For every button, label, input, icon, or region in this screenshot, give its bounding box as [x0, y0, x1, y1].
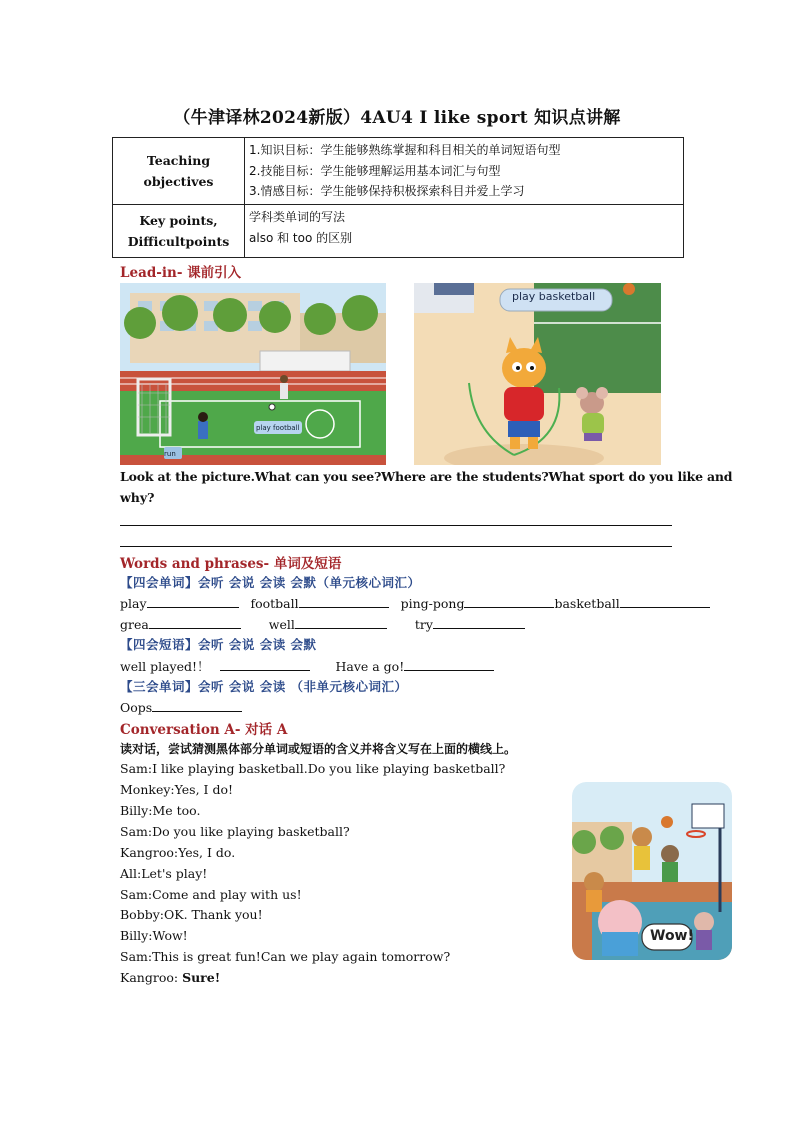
label-line: Key points, — [139, 213, 218, 228]
four-words-row-1 — [120, 594, 710, 611]
four-words-row-2 — [120, 615, 525, 632]
key-point-item: 学科类单词的写法 — [249, 210, 346, 224]
leadin-heading: Lead-in- 课前引入 — [120, 265, 242, 281]
table-row — [113, 138, 684, 205]
fill-blank[interactable] — [147, 594, 239, 608]
dialogue-line: Billy:Me too. — [120, 803, 201, 818]
leadin-question-line1: Look at the picture.What can you see?Where are the students?What sport do you like and — [120, 469, 733, 484]
playground-illustration — [120, 283, 386, 465]
fill-blank[interactable] — [149, 615, 241, 629]
wow-speech-bubble: Wow! — [650, 928, 694, 944]
phrase: Have a go! — [335, 659, 405, 674]
conversation-instruction: 读对话，尝试猜测黑体部分单词或短语的含义并将含义写在上面的横线上。 — [120, 742, 517, 756]
objective-item: 1.知识目标：学生能够熟练掌握和科目相关的单词短语句型 — [249, 143, 561, 158]
key-points-label — [113, 205, 245, 258]
dialogue-line: Billy:Wow! — [120, 928, 188, 943]
fill-blank[interactable] — [464, 594, 554, 608]
dialogue-line: Sam:Come and play with us! — [120, 887, 302, 902]
four-phrases-row — [120, 657, 494, 675]
objective-item: 2.技能目标：学生能够理解运用基本词汇与句型 — [249, 163, 501, 178]
word: play — [120, 596, 147, 611]
word: grea — [120, 617, 149, 632]
teaching-objectives-label — [113, 138, 245, 205]
teaching-objectives-content — [245, 138, 684, 205]
dialogue-line: Sam:This is great fun!Can we play again tomorrow? — [120, 949, 451, 964]
dialogue-line: All:Let's play! — [120, 866, 208, 881]
play-basketball-label: play basketball — [512, 290, 596, 303]
answer-line — [120, 546, 672, 547]
speaker: Kangroo: — [120, 970, 183, 985]
key-points-content — [245, 205, 684, 258]
dialogue-line: Sam:I like playing basketball.Do you like playing basketball? — [120, 761, 506, 776]
word: try — [414, 617, 433, 632]
objective-item: 3.情感目标：学生能够保持积极探索科目并爱上学习 — [249, 184, 525, 199]
run-label: run — [164, 450, 176, 458]
basketball-illustration — [414, 283, 661, 465]
conversation-picture — [572, 782, 732, 960]
table-row — [113, 205, 684, 258]
fill-blank[interactable] — [404, 657, 494, 671]
play-football-label: play football — [256, 424, 300, 432]
word: ping-pong — [400, 596, 465, 611]
words-heading: Words and phrases- 单词及短语 — [120, 556, 342, 572]
word: football — [250, 596, 299, 611]
conversation-heading: Conversation A- 对话 A — [120, 722, 288, 738]
label-line: objectives — [143, 174, 214, 189]
dialogue-line: Sam:Do you like playing basketball? — [120, 824, 350, 839]
phrase: well played!！ — [120, 659, 210, 674]
dialogue-line: Bobby:OK. Thank you! — [120, 907, 263, 922]
fill-blank[interactable] — [295, 615, 387, 629]
three-words-row — [120, 698, 242, 715]
key-point-item: also 和 too 的区别 — [249, 230, 353, 245]
word: well — [268, 617, 295, 632]
four-phrases-title: 【四会短语】会听 会说 会读 会默 — [120, 637, 317, 652]
fill-blank[interactable] — [220, 657, 310, 671]
fill-blank[interactable] — [152, 698, 242, 712]
leadin-question-line2: why? — [120, 490, 155, 505]
page-title: （牛津译林2024新版）4AU4 I like sport 知识点讲解 — [173, 108, 621, 128]
fill-blank[interactable] — [299, 594, 389, 608]
fill-blank[interactable] — [433, 615, 525, 629]
objectives-table — [112, 137, 684, 258]
bold-word: Sure! — [182, 970, 221, 985]
dialogue-line-last — [120, 970, 220, 985]
label-line: Difficultpoints — [127, 234, 230, 249]
dialogue-line: Monkey:Yes, I do! — [120, 782, 234, 797]
dialogue-line: Kangroo:Yes, I do. — [120, 845, 236, 860]
fill-blank[interactable] — [620, 594, 710, 608]
answer-line — [120, 525, 672, 526]
word: Oops — [120, 700, 153, 715]
basketball-picture — [414, 283, 661, 465]
four-words-title: 【四会单词】会听 会说 会读 会默（单元核心词汇） — [120, 575, 421, 590]
three-words-title: 【三会单词】会听 会说 会读 （非单元核心词汇） — [120, 679, 408, 694]
label-line: Teaching — [146, 153, 211, 168]
playground-picture — [120, 283, 386, 465]
word: basketball — [554, 596, 620, 611]
